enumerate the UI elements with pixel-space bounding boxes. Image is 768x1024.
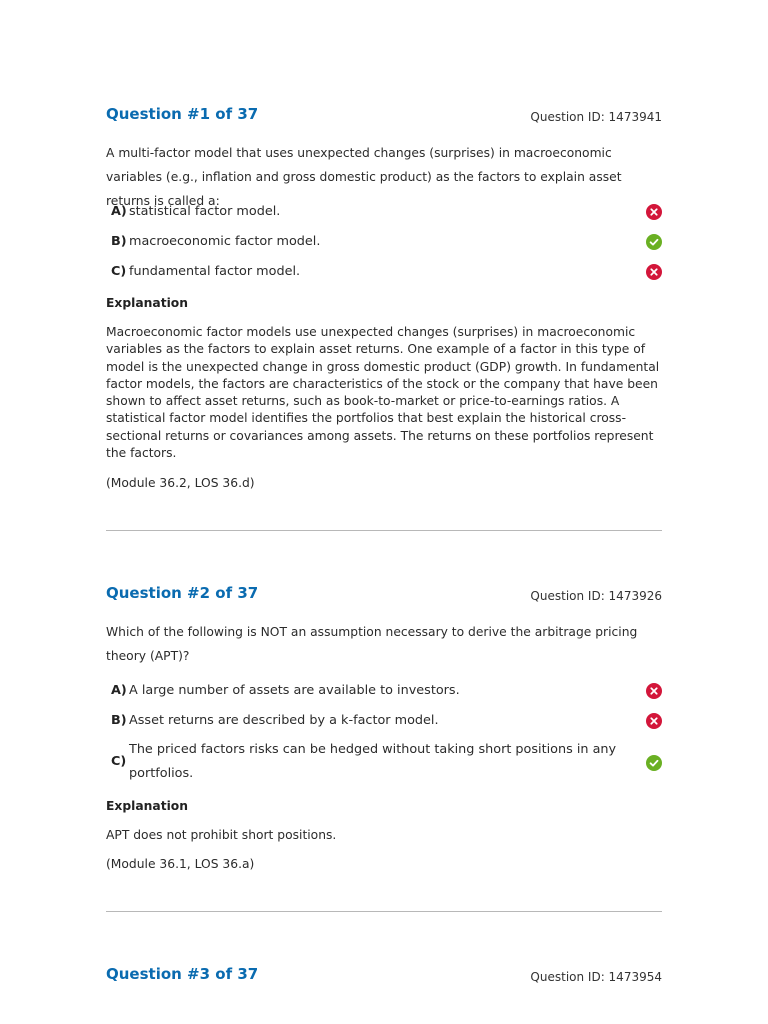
question-title: Question #1 of 37 xyxy=(106,105,259,123)
question-id: Question ID: 1473941 xyxy=(530,110,662,124)
choice-letter: A) xyxy=(111,204,127,219)
choice-text: statistical factor model. xyxy=(129,204,281,219)
choice-letter: B) xyxy=(111,234,127,249)
question-text: Which of the following is NOT an assumption necessary to derive the arbitrage pricing theory (APT)? xyxy=(106,625,638,663)
explanation-text: APT does not prohibit short positions. xyxy=(106,828,337,842)
divider xyxy=(106,530,662,531)
choice-text: A large number of assets are available to investors. xyxy=(129,683,460,698)
explanation-heading: Explanation xyxy=(106,799,188,813)
question-title: Question #3 of 37 xyxy=(106,965,259,983)
question-id: Question ID: 1473926 xyxy=(530,589,662,603)
divider xyxy=(106,911,662,912)
explanation-text: Macroeconomic factor models use unexpected changes (surprises) in macroeconomic variables as the factors to explain asset returns. One example of a factor in this type of model is the unexpected change in gross domestic product (GDP) growth. In fundamental factor models, the factors are characteristics of the stock or the company that have been shown to affect asset returns, such as book-to-market or price-to-earnings ratios. A statistical factor model identifies the portfolios that best explain the historical cross-sectional returns or covariances among assets. The returns on these portfolios represent the factors. xyxy=(106,325,660,461)
explanation-heading: Explanation xyxy=(106,296,188,310)
choice-letter: B) xyxy=(111,713,127,728)
incorrect-icon xyxy=(646,683,662,699)
question-2-header xyxy=(106,584,662,614)
correct-icon xyxy=(646,755,662,771)
choice-letter: C) xyxy=(111,754,127,769)
question-title: Question #2 of 37 xyxy=(106,584,259,602)
correct-icon xyxy=(646,234,662,250)
incorrect-icon xyxy=(646,713,662,729)
choice-letter: C) xyxy=(111,264,127,279)
choice-text: fundamental factor model. xyxy=(129,264,301,279)
module-reference: (Module 36.2, LOS 36.d) xyxy=(106,476,255,490)
question-text: A multi-factor model that uses unexpected changes (surprises) in macroeconomic variables (e.g., inflation and gross domestic product) as the factors to explain asset returns is called a: xyxy=(106,146,622,208)
question-id: Question ID: 1473954 xyxy=(530,970,662,984)
incorrect-icon xyxy=(646,264,662,280)
choice-letter: A) xyxy=(111,683,127,698)
incorrect-icon xyxy=(646,204,662,220)
choice-text: macroeconomic factor model. xyxy=(129,234,321,249)
choice-text: The priced factors risks can be hedged without taking short positions in any portfolios. xyxy=(129,742,617,781)
module-reference: (Module 36.1, LOS 36.a) xyxy=(106,857,255,871)
question-3-header xyxy=(106,965,662,995)
choice-text: Asset returns are described by a k-factor model. xyxy=(129,713,439,728)
question-1-header xyxy=(106,105,662,135)
